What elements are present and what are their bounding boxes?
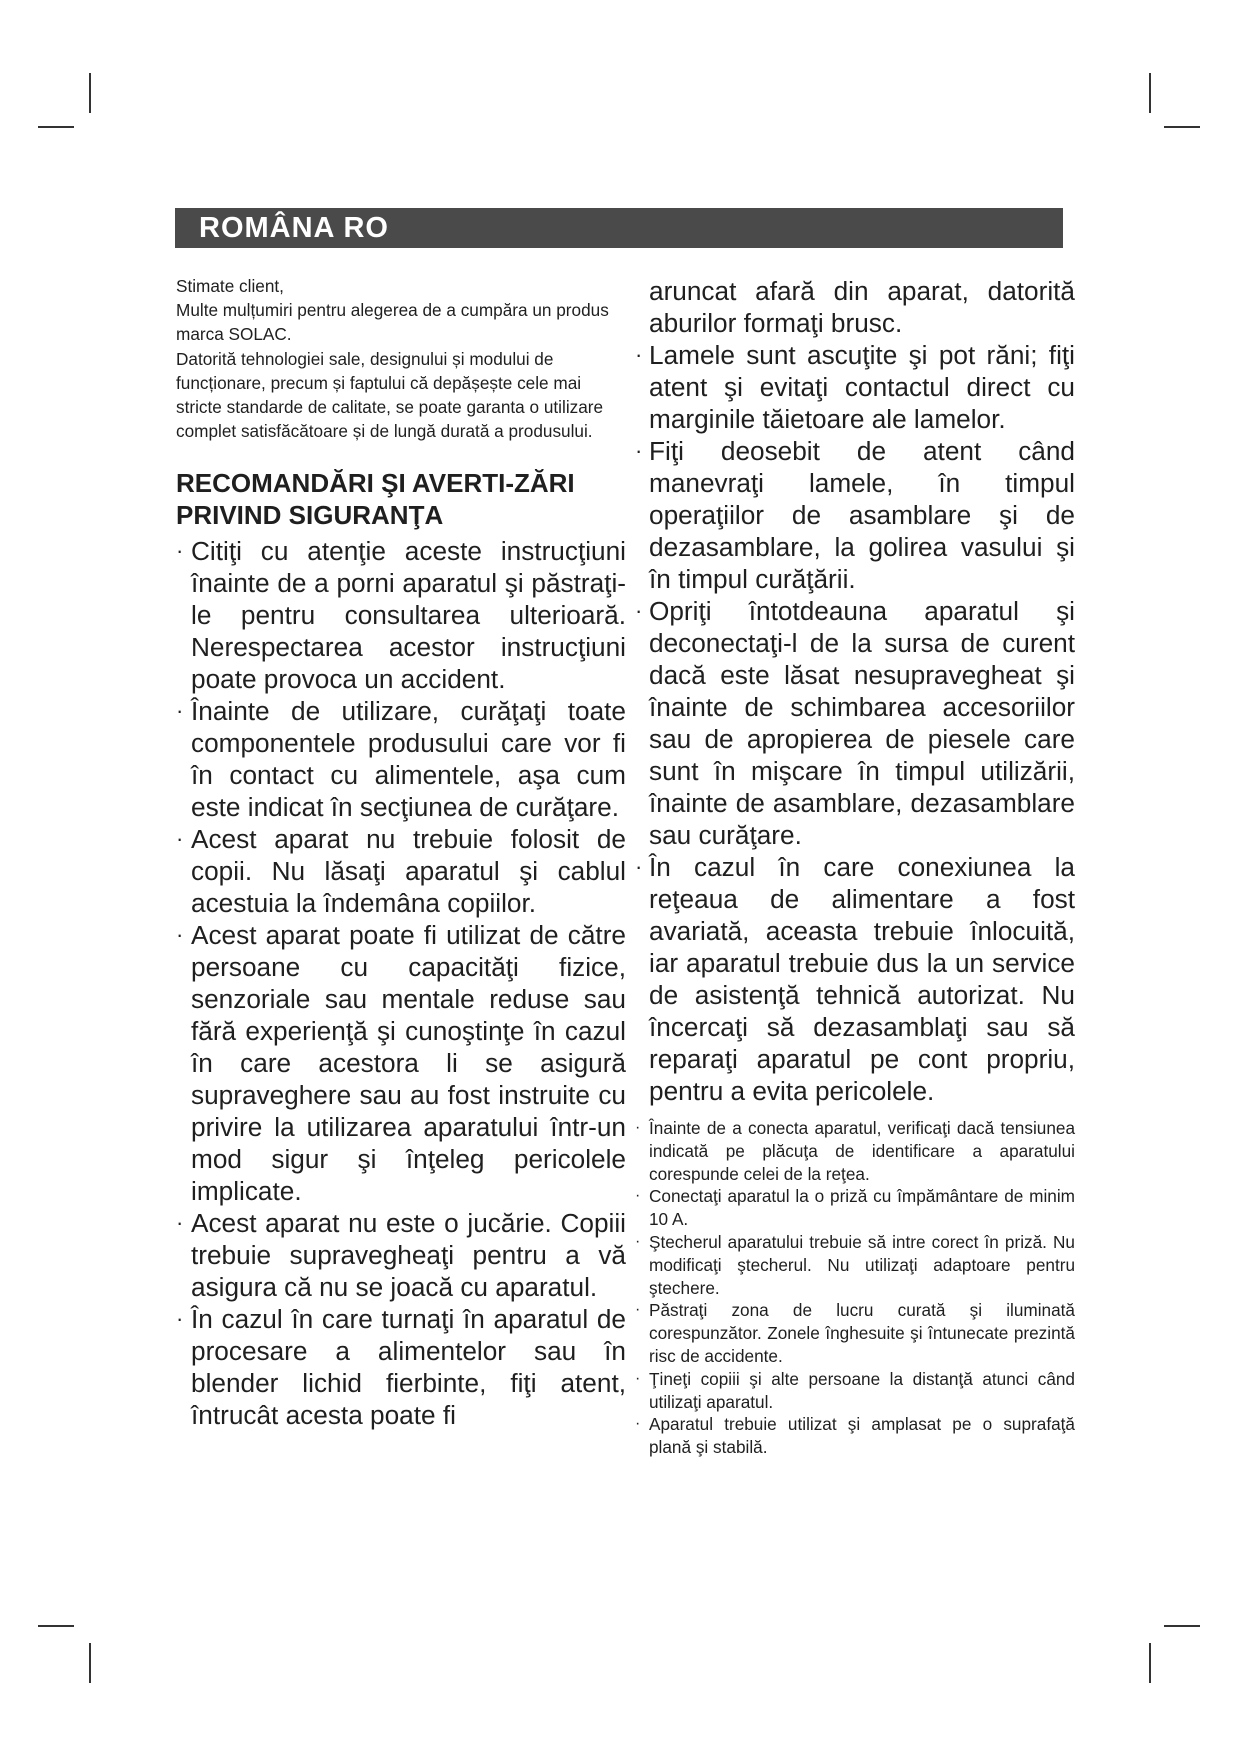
intro-thanks: Multe mulțumiri pentru alegerea de a cumpăra un produs marca SOLAC. [176, 300, 609, 345]
warning-item: · Opriţi întotdeauna aparatul şi deconectaţi-l de la sursa de curent dacă este lăsat nesupravegheat şi înainte de schimbarea accesoriilor sau de apropierea de piesele care sunt în mişcare în timpul utilizării, înainte de asamblare, dezasamblare sau curăţare. [635, 595, 1075, 851]
left-column [176, 274, 626, 1431]
language-label: ROMÂNA RO [199, 212, 389, 244]
warning-item-continuation: aruncat afară din aparat, datorită aburilor formaţi brusc. [649, 276, 1075, 338]
intro-greeting: Stimate client, [176, 276, 284, 296]
warnings-list-right [635, 275, 1075, 1107]
warning-item: · Acest aparat nu este o jucărie. Copiii trebuie supravegheaţi pentru a vă asigura că nu se joacă cu aparatul. [176, 1207, 626, 1303]
warning-item: · Citiţi cu atenţie aceste instrucţiuni înainte de a porni aparatul şi păstraţi-le pentru consultarea ulterioară. Nerespectarea acestor instrucţiuni poate provoca un accident. [176, 535, 626, 695]
note-item: · Conectaţi aparatul la o priză cu împământare de minim 10 A. [635, 1185, 1075, 1231]
crop-mark-top-left-horizontal [38, 126, 74, 128]
warning-item: · Fiţi deosebit de atent când manevraţi lamele, în timpul operaţiilor de asamblare şi de dezasamblare, la golirea vasului şi în timpul curăţării. [635, 435, 1075, 595]
warning-item: · Acest aparat nu trebuie folosit de copii. Nu lăsaţi aparatul şi cablul acestuia la îndemâna copiilor. [176, 823, 626, 919]
crop-mark-top-right-horizontal [1164, 126, 1200, 128]
note-item: · Ştecherul aparatului trebuie să intre corect în priză. Nu modificaţi ştecherul. Nu utilizaţi adaptoare pentru ştechere. [635, 1231, 1075, 1299]
crop-mark-top-right-vertical [1149, 73, 1151, 113]
right-column [635, 275, 1075, 1459]
crop-mark-bottom-left-horizontal [38, 1625, 74, 1627]
crop-mark-bottom-left-vertical [89, 1643, 91, 1683]
warning-item: · În cazul în care turnaţi în aparatul de procesare a alimentelor sau în blender lichid fierbinte, fiţi atent, întrucât acesta poate fi [176, 1303, 626, 1431]
intro-quality: Datorită tehnologiei sale, designului și modului de funcționare, precum și faptului că depășește cele mai stricte standarde de calitate, se poate garanta o utilizare complet satisfăcătoare și de lungă durată a produsului. [176, 348, 604, 442]
warning-item: · Înainte de utilizare, curăţaţi toate componentele produsului care vor fi în contact cu alimentele, aşa cum este indicat în secţiunea de curăţare. [176, 695, 626, 823]
note-item: · Păstraţi zona de lucru curată şi iluminată corespunzător. Zonele înghesuite şi întunecate prezintă risc de accidente. [635, 1299, 1075, 1367]
crop-mark-top-left-vertical [89, 73, 91, 113]
crop-mark-bottom-right-vertical [1149, 1643, 1151, 1683]
crop-mark-bottom-right-horizontal [1164, 1625, 1200, 1627]
section-title: RECOMANDĂRI ŞI AVERTI-ZĂRI PRIVIND SIGURANŢA [176, 468, 575, 531]
note-item: · Înainte de a conecta aparatul, verificaţi dacă tensiunea indicată pe plăcuţa de identificare a aparatului corespunde celei de la reţea. [635, 1117, 1075, 1185]
intro-text [176, 274, 626, 443]
note-item: · Aparatul trebuie utilizat şi amplasat pe o suprafaţă plană şi stabilă. [635, 1413, 1075, 1459]
notes-list-right [635, 1117, 1075, 1459]
note-item: · Ţineţi copiii şi alte persoane la distanţă atunci când utilizaţi aparatul. [635, 1368, 1075, 1414]
warning-item: · Acest aparat poate fi utilizat de către persoane cu capacităţi fizice, senzoriale sau mentale reduse sau fără experienţă şi cunoştinţe în cazul în care acestora li se asigură supraveghere sau au fost instruite cu privire la utilizarea aparatului într-un mod sigur şi înţeleg pericolele implicate. [176, 919, 626, 1207]
language-banner [175, 208, 1063, 248]
warnings-list-left [176, 535, 626, 1431]
warning-item: · Lamele sunt ascuţite şi pot răni; fiţi atent şi evitaţi contactul direct cu marginile tăietoare ale lamelor. [635, 339, 1075, 435]
warning-item: · În cazul în care conexiunea la reţeaua de alimentare a fost avariată, aceasta trebuie înlocuită, iar aparatul trebuie dus la un service de asistenţă tehnică autorizat. Nu încercaţi să dezasamblaţi sau să reparaţi aparatul pe cont propriu, pentru a evita pericolele. [635, 851, 1075, 1107]
